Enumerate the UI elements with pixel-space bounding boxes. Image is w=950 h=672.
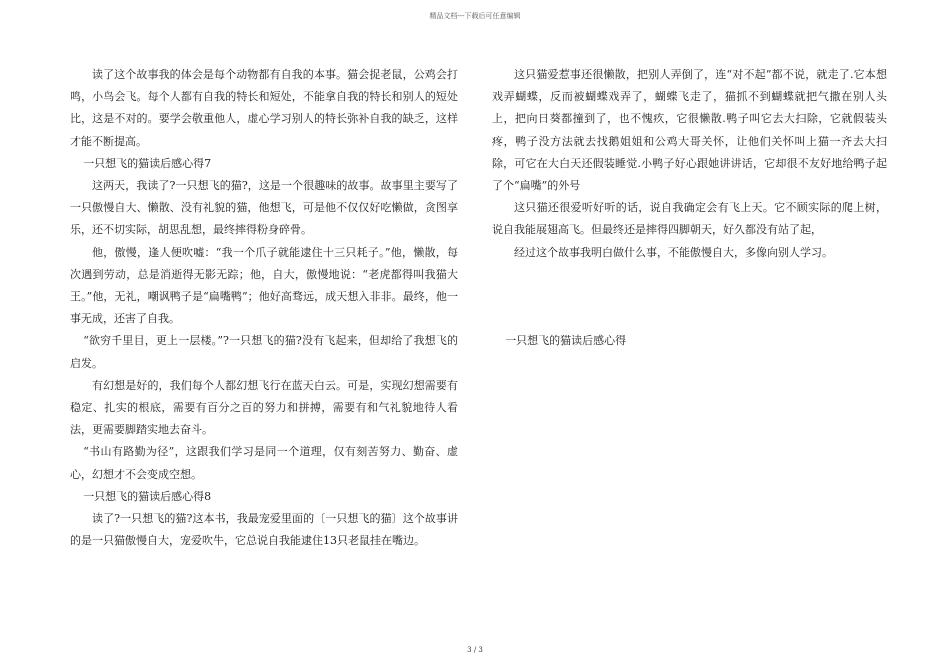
paragraph: 他，傲慢，逢人便吹嘘：“我一个爪子就能逮住十三只耗子。”他，懒散，每次遇到劳动，总是消逝得无影无踪；他，自大，傲慢地说：“老虎都得叫我猫大王。”他，无礼，嘲讽鸭子是“扁嘴鸭”；他好高骛远，成天想入非非。最终，他一事无成，还害了自我。 xyxy=(70,245,458,326)
section-heading: 一只想飞的猫读后感心得 xyxy=(505,333,627,347)
paragraph: 有幻想是好的，我们每个人都幻想飞行在蓝天白云。可是，实现幻想需要有稳定、扎实的根底，需要有百分之百的努力和拼搏，需要有和气礼貌地待人看法，更需要脚踏实地去奋斗。 xyxy=(70,378,458,437)
page-header: 精品文档---下载后可任意编辑 xyxy=(429,12,521,20)
paragraph: “书山有路勤为径”，这跟我们学习是同一个道理，仅有刻苦努力、勤奋、虚心，幻想才不会变成空想。 xyxy=(70,445,458,481)
paragraph: 这只猫还很爱听好听的话，说自我确定会有飞上天。它不顾实际的爬上树，说自我能展翅高飞。但最终还是摔得四脚朝天，好久都没有站了起， xyxy=(492,201,887,237)
paragraph: 这两天，我读了?一只想飞的猫?，这是一个很趣味的故事。故事里主要写了一只傲慢自大、懒散、没有礼貌的猫，他想飞，可是他不仅仅好吃懒做，贪图享乐，还不切实际，胡思乱想，最终摔得粉身碎骨。 xyxy=(70,179,458,237)
left-column xyxy=(70,64,458,552)
paragraph: 经过这个故事我明白做什么事，不能傲慢自大，多像向别人学习。 xyxy=(514,245,833,259)
section-heading: 一只想飞的猫读后感心得7 xyxy=(83,156,212,170)
section-heading: 一只想飞的猫读后感心得8 xyxy=(83,489,212,503)
paragraph: “欲穷千里目，更上一层楼。”?一只想飞的猫?没有飞起来，但却给了我想飞的启发。 xyxy=(70,334,458,370)
paragraph: 读了?一只想飞的猫?这本书，我最宠爱里面的〔一只想飞的猫〕这个故事讲的是一只猫傲慢自大，宠爱吹牛，它总说自我能逮住13只老鼠挂在嘴边。 xyxy=(70,512,458,548)
blank-spacer xyxy=(492,264,887,330)
right-column xyxy=(492,64,887,352)
page-number: 3 / 3 xyxy=(467,646,483,654)
paragraph: 读了这个故事我的体会是每个动物都有自我的本事。猫会捉老鼠，公鸡会打鸣，小鸟会飞。每个人都有自我的特长和短处，不能拿自我的特长和别人的短处比，这是不对的。要学会敬重他人，虚心学习别人的特长弥补自我的缺乏，这样才能不断提高。 xyxy=(70,68,458,148)
paragraph: 这只猫爱惹事还很懒散，把别人弄倒了，连“对不起”都不说，就走了.它本想戏弄蝴蝶，反而被蝴蝶戏弄了，蝴蝶飞走了，猫抓不到蝴蝶就把气撒在别人头上，把向日葵都撞到了，也不愧疚，它很懒散.鸭子叫它去大扫除，它就假装头疼，鸭子没方法就去找鹅姐姐和公鸡大哥关怀，让他们关怀叫上猫一齐去大扫除，可它在大白天还假装睡觉.小鸭子好心跟她讲讲话，它却很不友好地给鸭子起了个“扁嘴”的外号 xyxy=(492,68,887,193)
